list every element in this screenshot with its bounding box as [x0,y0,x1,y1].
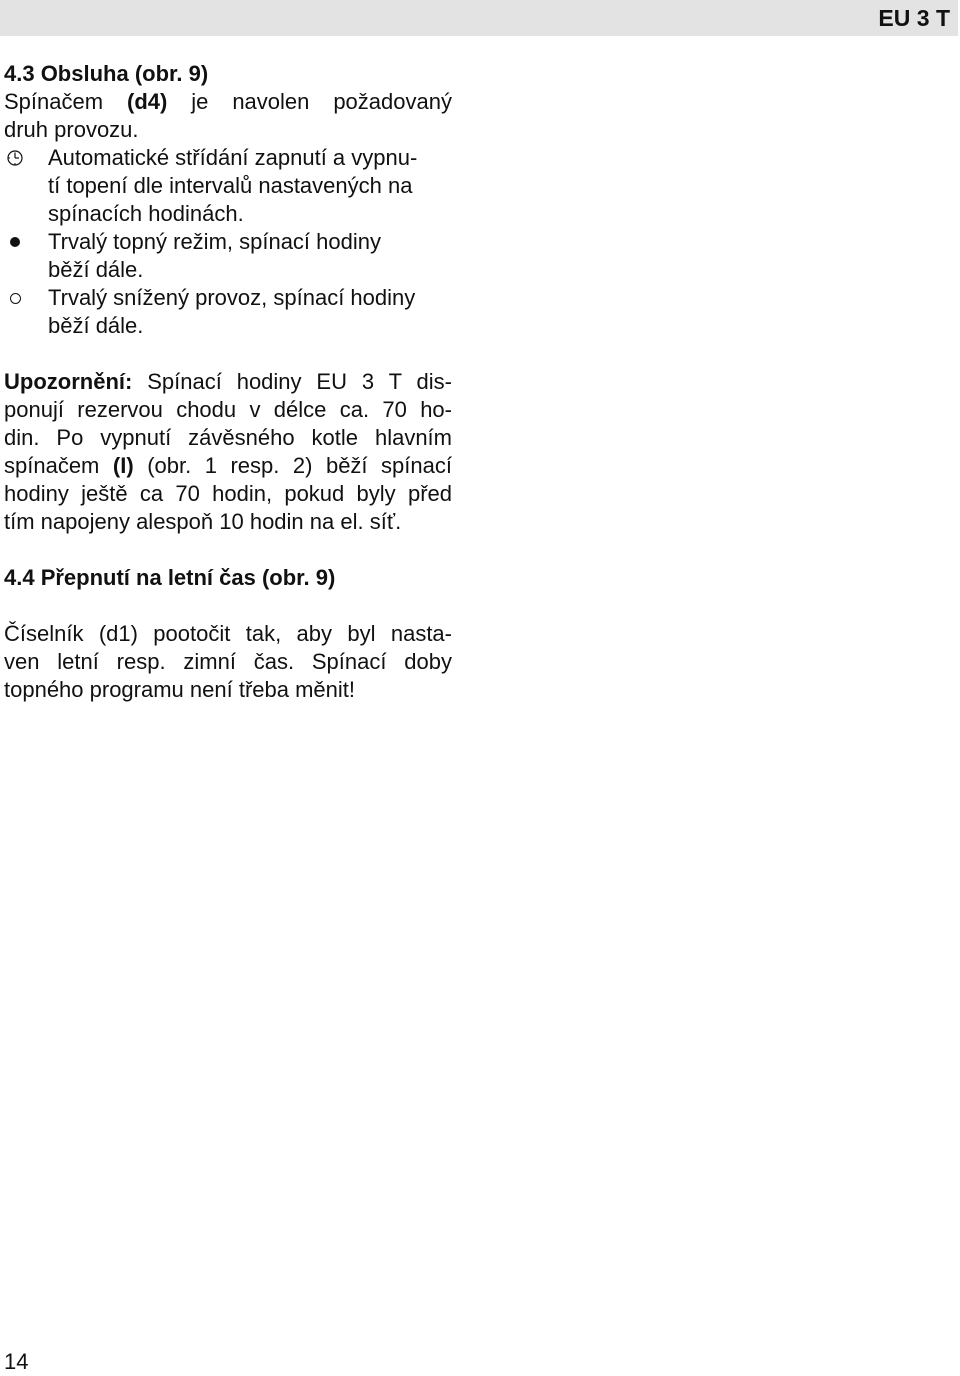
mode-item-automatic [4,144,452,228]
note-label: Upozornění: [4,369,133,394]
note-paragraph [4,368,452,536]
intro-line-2: druh provozu. [4,117,139,142]
mode-reduced-line-1: Trvalý snížený provoz, spínací hodiny [48,285,416,310]
dst-line-3: topného programu není třeba měnit! [4,677,356,702]
filled-dot-icon [4,228,26,256]
dst-line-1: Číselník (d1) pootočit tak, aby byl nasta- [4,621,452,646]
mode-continuous-line-1: Trvalý topný režim, spínací hodiny [48,229,381,254]
mode-continuous-line-2: běží dále. [48,257,144,282]
mode-item-reduced [4,284,452,340]
mode-reduced-line-2: běží dále. [48,313,144,338]
mode-item-continuous [4,228,452,284]
intro-line-1: Spínačem (d4) je navolen požadovaný [4,89,452,114]
note-line-3: din. Po vypnutí závěsného kotle hlavním [4,425,452,450]
dst-paragraph [4,620,452,704]
open-circle-icon [4,284,26,312]
mode-automatic-line-1: Automatické střídání zapnutí a vypnu- [48,145,418,170]
mode-automatic-line-2: tí topení dle intervalů nastavených na [48,173,413,198]
mode-automatic-line-3: spínacích hodinách. [48,201,244,226]
section-heading-4-4: 4.4 Přepnutí na letní čas (obr. 9) [4,565,336,590]
header-bar [0,0,958,36]
note-line-4: spínačem (I) (obr. 1 resp. 2) běží spínací [4,453,452,478]
note-line-6: tím napojeny alespoň 10 hodin na el. síť. [4,509,402,534]
note-line-2: ponují rezervou chodu v délce ca. 70 ho- [4,397,452,422]
document-code: EU 3 T [878,5,950,31]
note-line-5: hodiny ještě ca 70 hodin, pokud byly před [4,481,452,506]
note-line-1: Upozornění: Spínací hodiny EU 3 T dis- [4,369,452,394]
section-heading-4-3: 4.3 Obsluha (obr. 9) [4,61,209,86]
page-number: 14 [4,1349,29,1374]
clock-icon [4,144,26,172]
dst-line-2: ven letní resp. zimní čas. Spínací doby [4,649,452,674]
page-content [4,60,452,704]
